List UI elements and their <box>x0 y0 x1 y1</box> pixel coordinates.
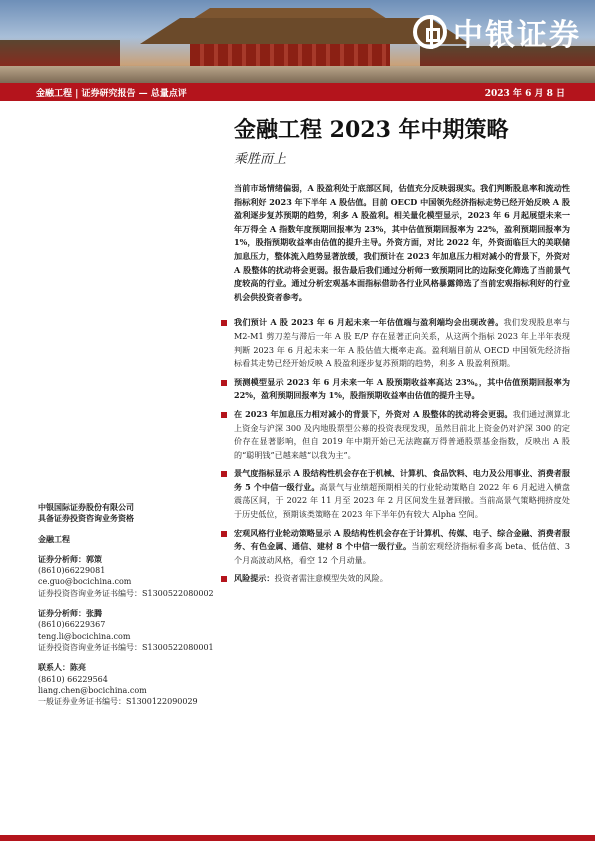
analyst-cert: 证券投资咨询业务证书编号：S1300522080001 <box>38 642 214 652</box>
analyst-phone: (8610)66229081 <box>38 566 106 576</box>
report-date: 2023 年 6 月 8 日 <box>484 88 565 99</box>
analyst-name: 证券分析师：郭策 <box>38 553 102 564</box>
list-item: 景气度指标显示 A 股结构性机会存在于机械、计算机、食品饮料、电力及公用事业、消费者服务 5 个中信一级行业。高景气与业绩超预期相关的行业轮动策略自 2022 年 6 月起进入横盘震荡区间，于 2022 年 11 月至 2023 年 2 月区间发生显著回撤。当前高景气策略拥挤度处于历史低位，预期该类策略在 2023 年下半年仍有较大 Alpha 空间。 <box>234 467 570 521</box>
analyst-sidebar <box>38 502 228 707</box>
header-banner-image <box>0 0 595 83</box>
department: 金融工程 <box>38 533 70 544</box>
contact-name: 联系人：陈亮 <box>38 662 86 673</box>
list-item: 宏观风格行业轮动策略显示 A 股结构性机会存在于计算机、传媒、电子、综合金融、消费者服务、有色金属、通信、建材 8 个中信一级行业。当前宏观经济指标看多高 beta、低估值、3 个月高波动风格，看空 12 个月动量。 <box>234 527 570 568</box>
breadcrumb: 金融工程 | 证券研究报告 — 总量点评 <box>36 88 187 99</box>
qualification: 具备证券投资咨询业务资格 <box>38 513 134 524</box>
key-points-list <box>234 316 570 586</box>
bullet-square-icon <box>221 412 227 418</box>
page-title: 金融工程 2023 年中期策略 <box>234 117 509 143</box>
banner-courtyard <box>0 66 595 83</box>
list-item: 在 2023 年加息压力相对减小的背景下，外资对 A 股整体的扰动将会更弱。我们通过测算北上资金与沪深 300 及内地股票型公募的投资表现发现，虽然目前北上资金仍对沪深 300 的定价存在显著影响，但自 2019 年中期开始已无法跑赢万得普通股票基金指数，反映出 A 股的“聪明钱”已越来越“以我为主”。 <box>234 408 570 462</box>
list-item: 风险提示：投资者需注意模型失效的风险。 <box>234 572 570 586</box>
analyst-cert: 证券投资咨询业务证书编号：S1300522080002 <box>38 588 214 598</box>
boc-logo-icon <box>413 15 447 49</box>
contact-phone: (8610) 66229564 <box>38 674 108 684</box>
contact-email[interactable]: liang.chen@bocichina.com <box>38 685 147 695</box>
page-subtitle: 乘胜而上 <box>234 152 287 167</box>
report-body <box>234 182 570 591</box>
bullet-square-icon <box>221 320 227 326</box>
banner-hall <box>190 44 390 66</box>
bullet-square-icon <box>221 471 227 477</box>
list-item: 我们预计 A 股 2023 年 6 月起未来一年估值端与盈利端均会出现改善。我们发现股息率与 M2-M1 剪刀差与滞后一年 A 股 E/P 存在显著正向关系，从这两个指标 2023 年上半年表现判断 2023 年 6 月起未来一年 A 股估值大概率走高。盈利端目前从 OECD 中国领先经济指标看其走势已经开始反映 A 股盈利逐步复苏预期的趋势，利多 A 股盈利预期。 <box>234 316 570 370</box>
brand-name: 中银证券 <box>453 18 581 53</box>
header-bar <box>0 83 595 101</box>
list-item: 预测模型显示 2023 年 6 月未来一年 A 股预期收益率高达 23%。，其中估值预期回报率为 22%，盈利预期回报率为 1%，股指预期收益率由估值的提升主导。 <box>234 376 570 403</box>
analyst-email[interactable]: teng.li@bocichina.com <box>38 631 131 641</box>
analyst-email[interactable]: ce.guo@bocichina.com <box>38 577 132 587</box>
footer-rule <box>0 835 595 841</box>
company-name: 中银国际证券股份有限公司 <box>38 502 134 512</box>
bullet-square-icon <box>221 380 227 386</box>
brand-logo <box>413 10 581 54</box>
analyst-name: 证券分析师：张腾 <box>38 608 102 619</box>
summary-paragraph: 当前市场情绪偏弱，A 股盈利处于底部区间，估值充分反映弱现实。我们判断股息率和流动性指标利好 2023 年下半年 A 股估值。目前 OECD 中国领先经济指标走势已经开始反映 A 股盈利逐步复苏预期的趋势，利多 A 股盈利。相关量化模型显示，2023 年 6 月起展望未来一年万得全 A 指数年度预期回报率为 23%，其中估值预期回报率为 22%，盈利预期回报率为 1%，股指预期收益率由估值的提升主导。外资方面，对比 2022 年，外资面临巨大的美联储加息压力，整体流入趋势显著放缓，我们预计在 2023 年加息压力相对减小的背景下，外资对 A 股整体的扰动将会更弱。报告最后我们通过分析师一致预期同比的边际变化筛选了当前景气度较高的行业。通过分析宏观基本面指标借助各行业风格暴露筛选了当前宏观指标利好的行业机会供投资者参考。 <box>234 183 570 302</box>
contact-cert: 一般证券业务证书编号：S1300122090029 <box>38 697 198 707</box>
banner-building-left <box>0 40 120 68</box>
analyst-phone: (8610)66229367 <box>38 620 106 630</box>
